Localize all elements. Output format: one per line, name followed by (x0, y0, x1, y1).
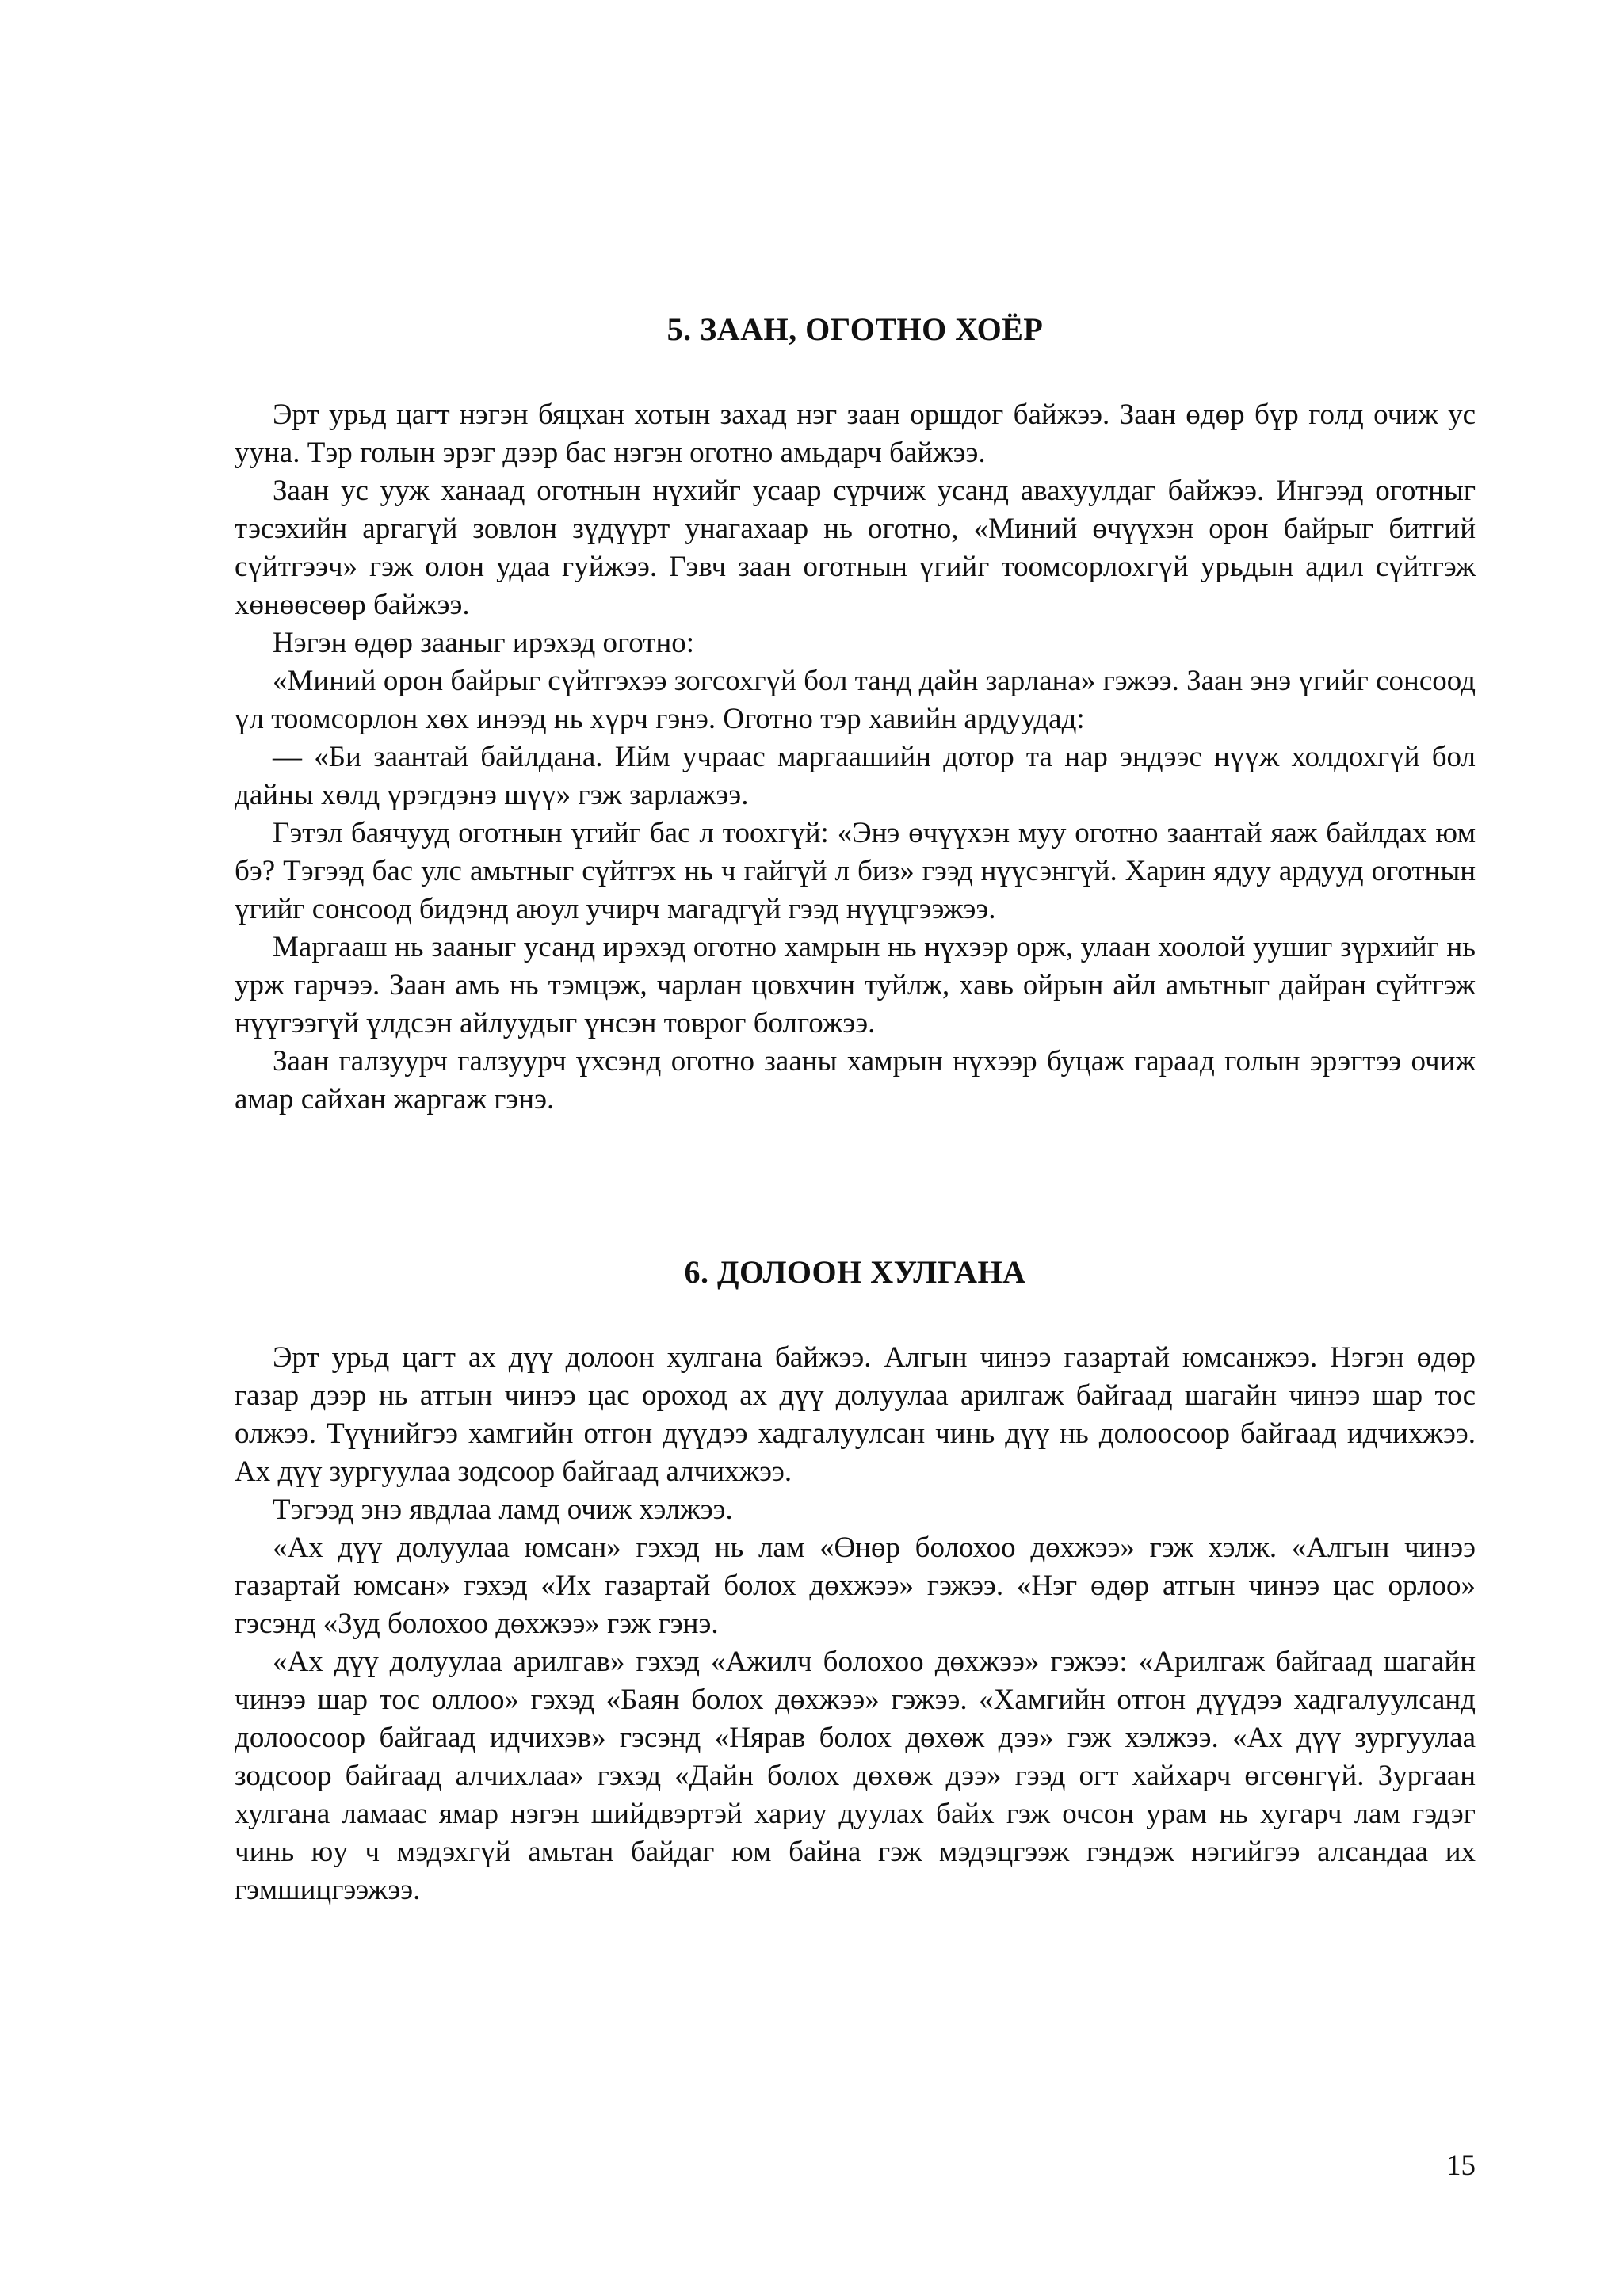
story-paragraph: Гэтэл баячууд оготнын үгийг бас л тоохгүй: «Энэ өчүүхэн муу оготно заантай яаж байлдах юм бэ? Тэгээд бас улс амьтныг сүйтгэх нь ч гайгүй л биз» гээд нүүсэнгүй. Харин ядуу ардууд оготнын үгийг сонсоод бидэнд аюул учирч магадгүй гээд нүүцгээжээ. (235, 817, 1476, 925)
story-paragraph: «Миний орон байрыг сүйтгэхээ зогсохгүй бол танд дайн зарлана» гэжээ. Заан энэ үгийг сонсоод үл тоомсорлон хөх инээд нь хүрч гэнэ. Оготно тэр хавийн ардуудад: (235, 665, 1476, 735)
story-paragraph: Нэгэн өдөр зааныг ирэхэд оготно: (273, 627, 695, 659)
story-paragraph: Эрт урьд цагт ах дүү долоон хулгана байжээ. Алгын чинээ газартай юмсанжээ. Нэгэн өдөр газар дээр нь атгын чинээ цас ороход ах дүү долуулаа арилгаж байгаад шагайн чинээ шар тос олжээ. Түүнийгээ хамгийн отгон дүүдээ хадгалуулсан чинь дүү нь долоосоор байгаад идчихжээ. Ах дүү зургуулаа зодсоор байгаад алчихжээ. (235, 1341, 1476, 1488)
story-paragraph: Эрт урьд цагт нэгэн бяцхан хотын захад нэг заан оршдог байжээ. Заан өдөр бүр голд очиж ус ууна. Тэр голын эрэг дээр бас нэгэн оготно амьдарч байжээ. (235, 399, 1476, 469)
story-paragraph: Тэгээд энэ явдлаа ламд очиж хэлжээ. (273, 1493, 733, 1526)
story-section (235, 1250, 1476, 1909)
page-number: 15 (1446, 2149, 1476, 2182)
story-paragraph: Заан ус ууж ханаад оготнын нүхийг усаар сүрчиж усанд авахуулдаг байжээ. Ингээд оготныг тэсэхийн аргагүй зовлон зүдүүрт унагахаар нь оготно, «Миний өчүүхэн орон байрыг битгий сүйтгээч» гэж олон удаа гуйжээ. Гэвч заан оготнын үгийг тоомсорлохгүй урьдын адил сүйтгэж хөнөөсөөр байжээ. (235, 475, 1476, 621)
story-section (235, 307, 1476, 1119)
story-paragraph: Заан галзуурч галзуурч үхсэнд оготно зааны хамрын нүхээр буцаж гараад голын эрэгтээ очиж амар сайхан жаргаж гэнэ. (235, 1045, 1476, 1116)
story-title: 6. ДОЛООН ХУЛГАНА (684, 1254, 1026, 1290)
story-paragraph: Маргааш нь зааныг усанд ирэхэд оготно хамрын нь нүхээр орж, улаан хоолой уушиг зүрхийг нь урж гарчээ. Заан амь нь тэмцэж, чарлан цовхчин туйлж, хавь ойрын айл амьтныг дайран сүйтгэж нүүгээгүй үлдсэн айлуудыг үнсэн товрог болгожээ. (235, 931, 1476, 1039)
story-title: 5. ЗААН, ОГОТНО ХОЁР (666, 311, 1044, 347)
story-paragraph: — «Би заантай байлдана. Ийм учраас маргаашийн дотор та нар эндээс нүүж холдохгүй бол дайны хөлд үрэгдэнэ шүү» гэж зарлажээ. (235, 741, 1476, 811)
story-paragraph: «Ах дүү долуулаа арилгав» гэхэд «Ажилч болохоо дөхжээ» гэжээ: «Арилгаж байгаад шагайн чинээ шар тос оллоо» гэхэд «Баян болох дөхжээ» гэжээ. «Хамгийн отгон дүүдээ хадгалуулсанд долоосоор байгаад идчихэв» гэсэнд «Нярав болох дөхөж дээ» гэж хэлжээ. «Ах дүү зургуулаа зодсоор байгаад алчихлаа» гэхэд «Дайн болох дөхөж дээ» гээд огт хайхарч өгсөнгүй. Зургаан хулгана ламаас ямар нэгэн шийдвэртэй хариу дуулах байх гэж очсон урам нь хугарч лам гэдэг чинь юу ч мэдэхгүй амьтан байдаг юм байна гэж мэдэцгээж гэндэж нэгийгээ алсандаа их гэмшицгээжээ. (235, 1646, 1476, 1906)
story-paragraph: «Ах дүү долуулаа юмсан» гэхэд нь лам «Өнөр болохоо дөхжээ» гэж хэлж. «Алгын чинээ газартай юмсан» гэхэд «Их газартай болох дөхжээ» гэжээ. «Нэг өдөр атгын чинээ цас орлоо» гэсэнд «Зуд болохоо дөхжээ» гэж гэнэ. (235, 1531, 1476, 1640)
